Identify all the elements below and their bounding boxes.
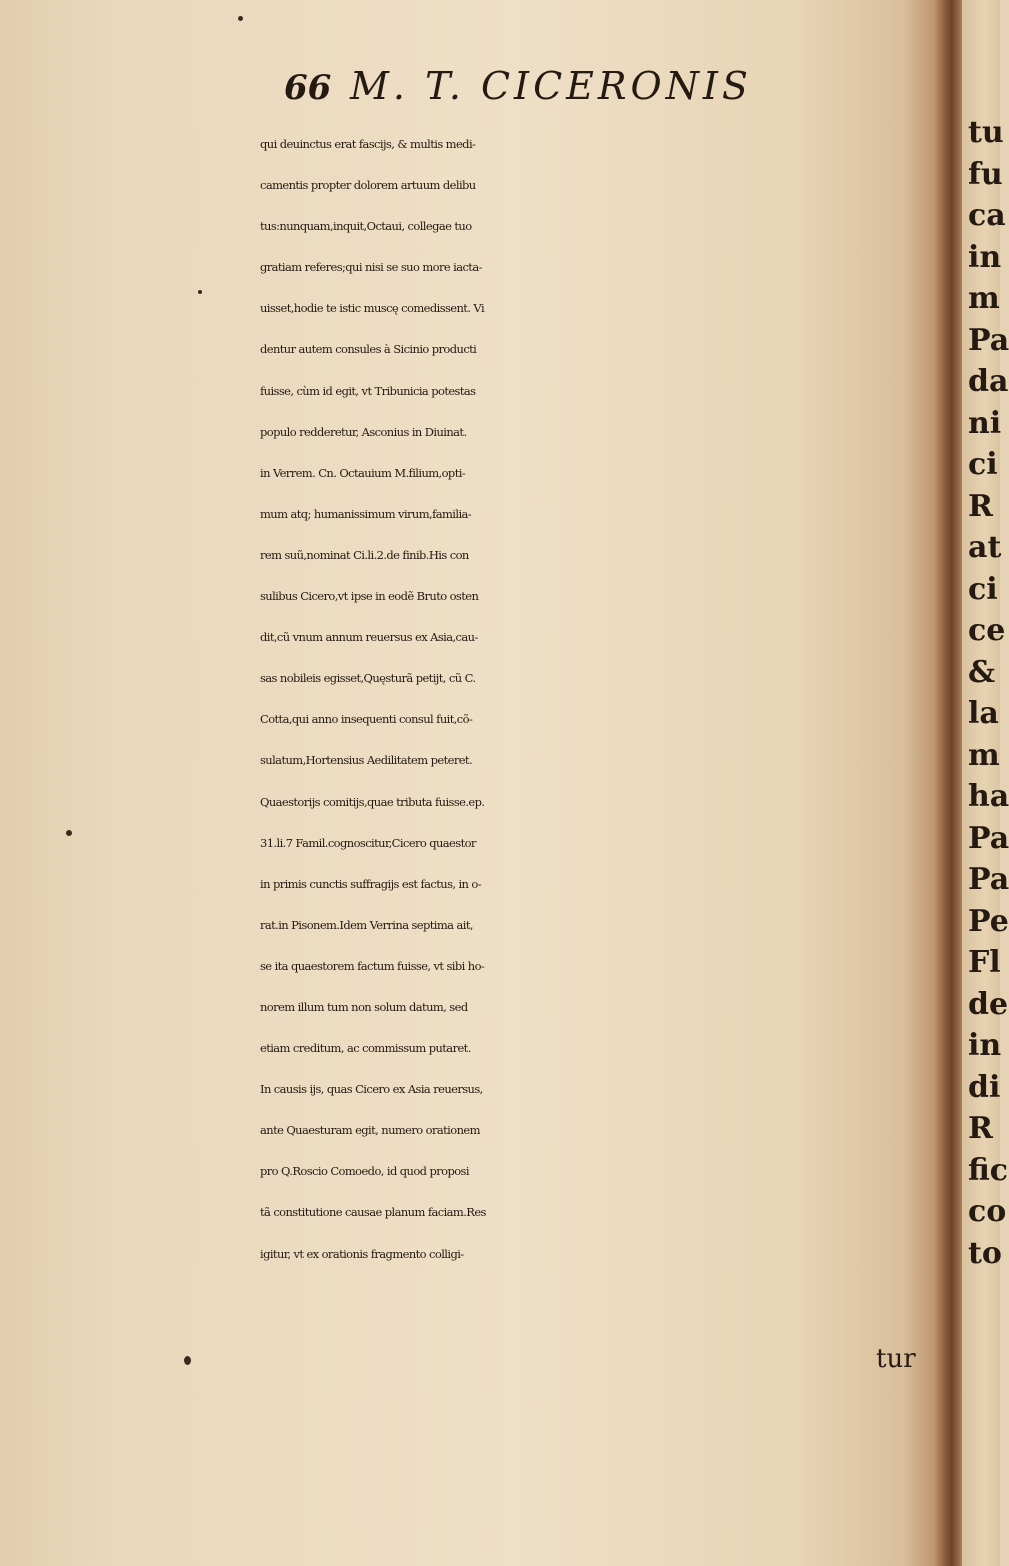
text-line: Cotta,qui anno insequenti consul fuit,cõ- xyxy=(260,712,473,727)
adjacent-text-fragment: di xyxy=(968,1069,1001,1105)
adjacent-text-fragment: to xyxy=(968,1235,1002,1271)
text-line: qui deuinctus erat fascijs, & multis medi- xyxy=(260,137,476,151)
adjacent-text-fragment: de xyxy=(968,986,1009,1022)
text-line: in Verrem. Cn. Octauium M.filium,opti- xyxy=(260,465,466,480)
adjacent-text-fragment: la xyxy=(968,696,999,731)
ink-spot xyxy=(184,1356,191,1365)
adjacent-text-fragment: ce xyxy=(968,613,1006,648)
text-line: dentur autem consules à Sicinio producti xyxy=(260,342,477,357)
text-line: sas nobileis egisset,Quęsturã petijt, cũ C. xyxy=(260,671,476,686)
adjacent-text-fragment: co xyxy=(968,1194,1007,1229)
body-text xyxy=(260,124,932,1275)
adjacent-text-fragment: ha xyxy=(968,779,1009,814)
text-line: ante Quaesturam egit, numero orationem xyxy=(260,1123,480,1138)
adjacent-text-fragment: ca xyxy=(968,198,1006,233)
adjacent-text-fragment: Pa xyxy=(968,820,1009,856)
text-line: In causis ijs, quas Cicero ex Asia reuersus, xyxy=(260,1082,483,1097)
text-line: rat.in Pisonem.Idem Verrina septima ait, xyxy=(260,917,473,932)
text-line: dit,cũ vnum annum reuersus ex Asia,cau- xyxy=(260,630,478,645)
text-line: sulatum,Hortensius Aedilitatem peteret. xyxy=(260,753,473,768)
adjacent-text-fragment: Pa xyxy=(968,322,1009,358)
adjacent-page-text xyxy=(968,112,1009,1274)
adjacent-page-edge xyxy=(962,0,1009,1566)
adjacent-text-fragment: fu xyxy=(968,156,1003,192)
adjacent-text-fragment: tu xyxy=(968,115,1004,150)
text-line: in primis cunctis suffragijs est factus, in o- xyxy=(260,876,482,891)
adjacent-text-fragment: in xyxy=(968,1028,1002,1063)
text-line: tus:nunquam,inquit,Octaui, collegae tuo xyxy=(260,219,472,234)
text-line: pro Q.Roscio Comoedo, id quod proposi xyxy=(260,1164,469,1179)
adjacent-text-fragment: ci xyxy=(968,571,998,607)
adjacent-text-fragment: Fl xyxy=(968,945,1001,980)
adjacent-text-fragment: R xyxy=(968,488,993,524)
text-line: rem suũ,nominat Ci.li.2.de finib.His con xyxy=(260,547,469,562)
text-line: norem illum tum non solum datum, sed xyxy=(260,999,468,1014)
adjacent-text-fragment: & xyxy=(968,654,996,690)
adjacent-text-fragment: R xyxy=(968,1111,993,1146)
ink-spot xyxy=(238,16,243,21)
adjacent-text-fragment: da xyxy=(968,364,1009,399)
adjacent-text-fragment: Pe xyxy=(968,903,1009,939)
page-number: 66 xyxy=(284,68,332,108)
text-line: populo redderetur, Asconius in Diuinat. xyxy=(260,424,467,439)
ink-spot xyxy=(198,290,202,294)
text-line: tã constitutione causae planum faciam.Res xyxy=(260,1205,486,1220)
adjacent-text-fragment: m xyxy=(968,281,1000,316)
text-line: fuisse, cùm id egit, vt Tribunicia potestas xyxy=(260,383,476,398)
text-line: sulibus Cicero,vt ipse in eodẽ Bruto osten xyxy=(260,589,479,604)
adjacent-text-fragment: ci xyxy=(968,447,998,482)
text-line: igitur, vt ex orationis fragmento colligi- xyxy=(260,1246,464,1261)
text-line: camentis propter dolorem artuum delibu xyxy=(260,178,476,193)
text-line: Quaestorijs comitijs,quae tributa fuisse.ep. xyxy=(260,794,485,809)
running-head: M. T. CICERONIS xyxy=(350,64,752,108)
text-line: se ita quaestorem factum fuisse, vt sibi ho- xyxy=(260,958,485,973)
adjacent-text-fragment: Pa xyxy=(968,862,1009,897)
ink-spot xyxy=(66,830,72,836)
text-line: uisset,hodie te istic muscę comedissent. Vi xyxy=(260,301,485,316)
text-line: mum atq; humanissimum virum,familia- xyxy=(260,506,472,521)
adjacent-text-fragment: in xyxy=(968,239,1002,275)
text-line: 31.li.7 Famil.cognoscitur,Cicero quaestor xyxy=(260,835,476,850)
adjacent-text-fragment: fic xyxy=(968,1152,1009,1188)
adjacent-text-fragment: m xyxy=(968,737,1000,773)
text-line: gratiam referes;qui nisi se suo more iacta- xyxy=(260,260,482,275)
text-line: etiam creditum, ac commissum putaret. xyxy=(260,1041,471,1056)
adjacent-text-fragment: ni xyxy=(968,405,1002,441)
page-header xyxy=(284,64,844,120)
adjacent-text-fragment: at xyxy=(968,530,1002,565)
catchword: tur xyxy=(876,1344,916,1374)
